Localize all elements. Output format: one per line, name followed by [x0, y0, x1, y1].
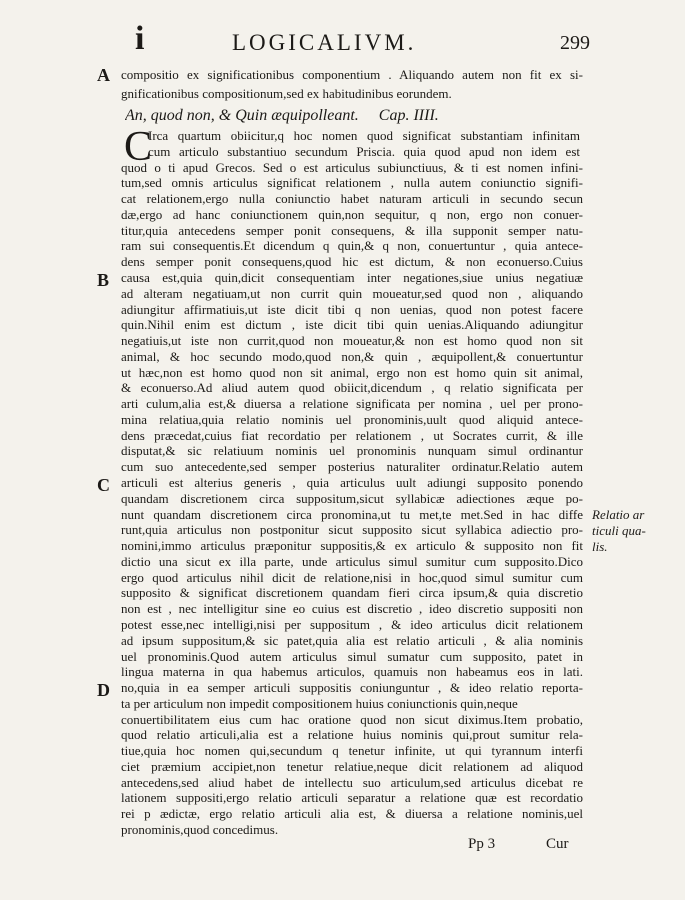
signature-mark: Pp 3 [468, 836, 496, 852]
body-line: animal, & hoc secundo modo,quod non,& quin , æquipollent,& conuertuntur [121, 348, 583, 364]
body-line: dictio una sicut ex illa parte, unde articulus simul sumitur cum supposito.Dico [121, 553, 583, 569]
margin-note [592, 507, 672, 555]
body-line: no,quia in ea semper articuli suppositis coniunguntur , & ideo relatio reporta- [121, 680, 583, 696]
body-line: quod o ti apud Grecos. Sed o est articulus subiunctiuus, & ti est nomen infini- [121, 159, 583, 175]
body-line: quin.Nihil enim est dictum , iste dicit tibi quin uenias.Aliquando adiungitur [121, 317, 583, 333]
margin-note-line: Relatio ar [592, 506, 645, 522]
page-footer [0, 836, 685, 860]
body-line: non est , nec intelligitur sine eo cuius est discretio , ideo discretio suppositi non [121, 601, 583, 617]
body-line: titur,quia antecedens semper ponit consequens, & illa supponit semper natu- [121, 222, 583, 238]
body-line: ciet præmium accipiet,non tenetur relatiue,neque dicit relationem ad aliquod [121, 758, 583, 774]
body-line: negatiuis,ut iste non currit,quod non moueatur,& non est homo quod non sit [121, 333, 583, 349]
body-line: pronominis,quod concedimus. [121, 822, 279, 837]
body-line: quod relatio articuli,alia est a relatione huius nominis qui,prout sumitur rela- [121, 727, 583, 743]
body-line: dens semper ponit consequens,quod hic est dictum, & non econuerso.Cuius [121, 254, 583, 270]
body-line: ad ipsum suppositum,& sic patet,quia alia est relatio articuli , & alia nominis [121, 632, 583, 648]
body-line: tiue,quia hoc nomen qui,secundum q tenetur infinite, ut qui tyrannum interfi [121, 743, 583, 759]
body-line: arti culum,alia est,& diuersa a relatione significata per nomina , uel per prono- [121, 396, 583, 412]
body-line: lationem suppositi,ergo relatio articuli separatur a relatione quæ est recordatio [121, 790, 583, 806]
catchword: Cur [546, 836, 569, 852]
header-marker: i [135, 20, 145, 57]
body-line: supposito & significat discretionem quandam fieri circa ipsum,& quia discretio [121, 585, 583, 601]
body-line: ram sui consequentis.Et dicendum q quin,& q non, conuertuntur , quia antece- [121, 238, 583, 254]
body-line: dæ,ergo ad hanc coniunctionem quin,non sequitur, q non, ergo non conuer- [121, 206, 583, 222]
body-line: ergo quod articulus nihil dicit de relatione,nisi in hoc,quod simul sumitur cum [121, 569, 583, 585]
body-line: ad alteram negatiuam,ut non currit quin moueatur,sed quod non , aliquando [121, 285, 583, 301]
body-line: nomini,immo articulus præponitur suppositis,& ex articulo & supposito non fit [121, 538, 583, 554]
running-title: LOGICALIVM. [232, 30, 417, 55]
body-line: adiungitur affirmatiuis,ut iste dicit tibi q non uenias, quod non potest facere [121, 301, 583, 317]
chapter-title: An, quod non, & Quin æquipolleant. [125, 107, 359, 124]
body-line: rei p ædictæ, ergo relatio articuli alia est, & diuersa a relatione nominis,uel [121, 806, 583, 822]
body-line: quandam discretionem circa suppositum,sicut syllabicæ adiectiones æque po- [121, 490, 583, 506]
body-line: nunt quandam discretionem circa pronomina,ut tu met,te met.Sed in hac diffe [121, 506, 583, 522]
body-line: articuli est alterius generis , quia articulus uult adiungi supposito ponendo [121, 475, 583, 490]
intro-line: gnificationibus compositionum,sed ex habitudinibus eorundem. [121, 86, 452, 101]
body-line: tum,sed omnis articulus significat relationem , nulla autem coniunctio signifi- [121, 175, 583, 191]
body-line: mina relatiua,quia relatio nominis uel pronominis,uult quod aliquid antece- [121, 411, 583, 427]
margin-note-line: lis. [592, 538, 608, 554]
chapter-heading [125, 106, 578, 126]
intro-line: compositio ex significationibus componentium . Aliquando autem non fit ex si- [121, 67, 583, 82]
body-line: lingua materna in qua habemus articulos, quamuis non habeamus eos in lati. [121, 664, 583, 680]
body-line: potest esse,nec intelligi,nisi per suppositum , & ideo articulus dicit relationem [121, 616, 583, 632]
body-line: cum suo antecedente,sed semper posterius naturaliter ordinatur.Relatio autem [121, 459, 583, 475]
body-line: cat relationem,ergo nulla coniunctio habet naturam articuli in secundo secun [121, 191, 583, 207]
body-line: cum articulo substantiuo secundum Priscia. quia quod apud non idem est [148, 143, 580, 159]
body-line: & econuerso.Ad aliud autem quod obiicit,dicendum , q relatio significata per [121, 380, 583, 396]
page-number: 299 [560, 32, 590, 54]
section-letter-a: A [97, 65, 110, 85]
section-letter-c: C [97, 475, 110, 495]
body-line: antecedens,sed aliud habet de intellectu suo articulum,sed articulus dicebat re [121, 774, 583, 790]
section-letter-d: D [97, 680, 110, 701]
body-line: dens præcedat,cuius fiat recordatio per relationem , ut Socrates currit, & ille [121, 427, 583, 443]
body-line: runt,quia articulus non postponitur sicut supposito sicut syllabica adiectio pro- [121, 522, 583, 538]
margin-note-line: ticuli qua- [592, 522, 646, 538]
body-line: ut hæc,non est homo quod non sit animal, ergo non est homo quin sit animal, [121, 364, 583, 380]
body-line: Irca quartum obiicitur,q hoc nomen quod significat substantiam infinitam [148, 128, 580, 143]
body-line: disputat,& sic relatiuum nominis uel pronominis nunquam simul ordinantur [121, 443, 583, 459]
chapter-number: Cap. IIII. [378, 107, 439, 124]
body-line: uel pronominis.Quod autem articulus simul sumatur cum supposito, patet in [121, 648, 583, 664]
body-line: ta per articulum non impedit compositionem huius coniunctionis quin,neque [121, 695, 518, 711]
body-line: causa est,quia quin,dicit consequentiam inter negationes,siue unius negatiuæ [121, 269, 583, 285]
drop-cap: C [124, 124, 153, 170]
section-letter-b: B [97, 269, 110, 290]
body-line: conuertibilitatem eius cum hac oratione quod non sicut diximus.Item probatio, [121, 711, 583, 727]
